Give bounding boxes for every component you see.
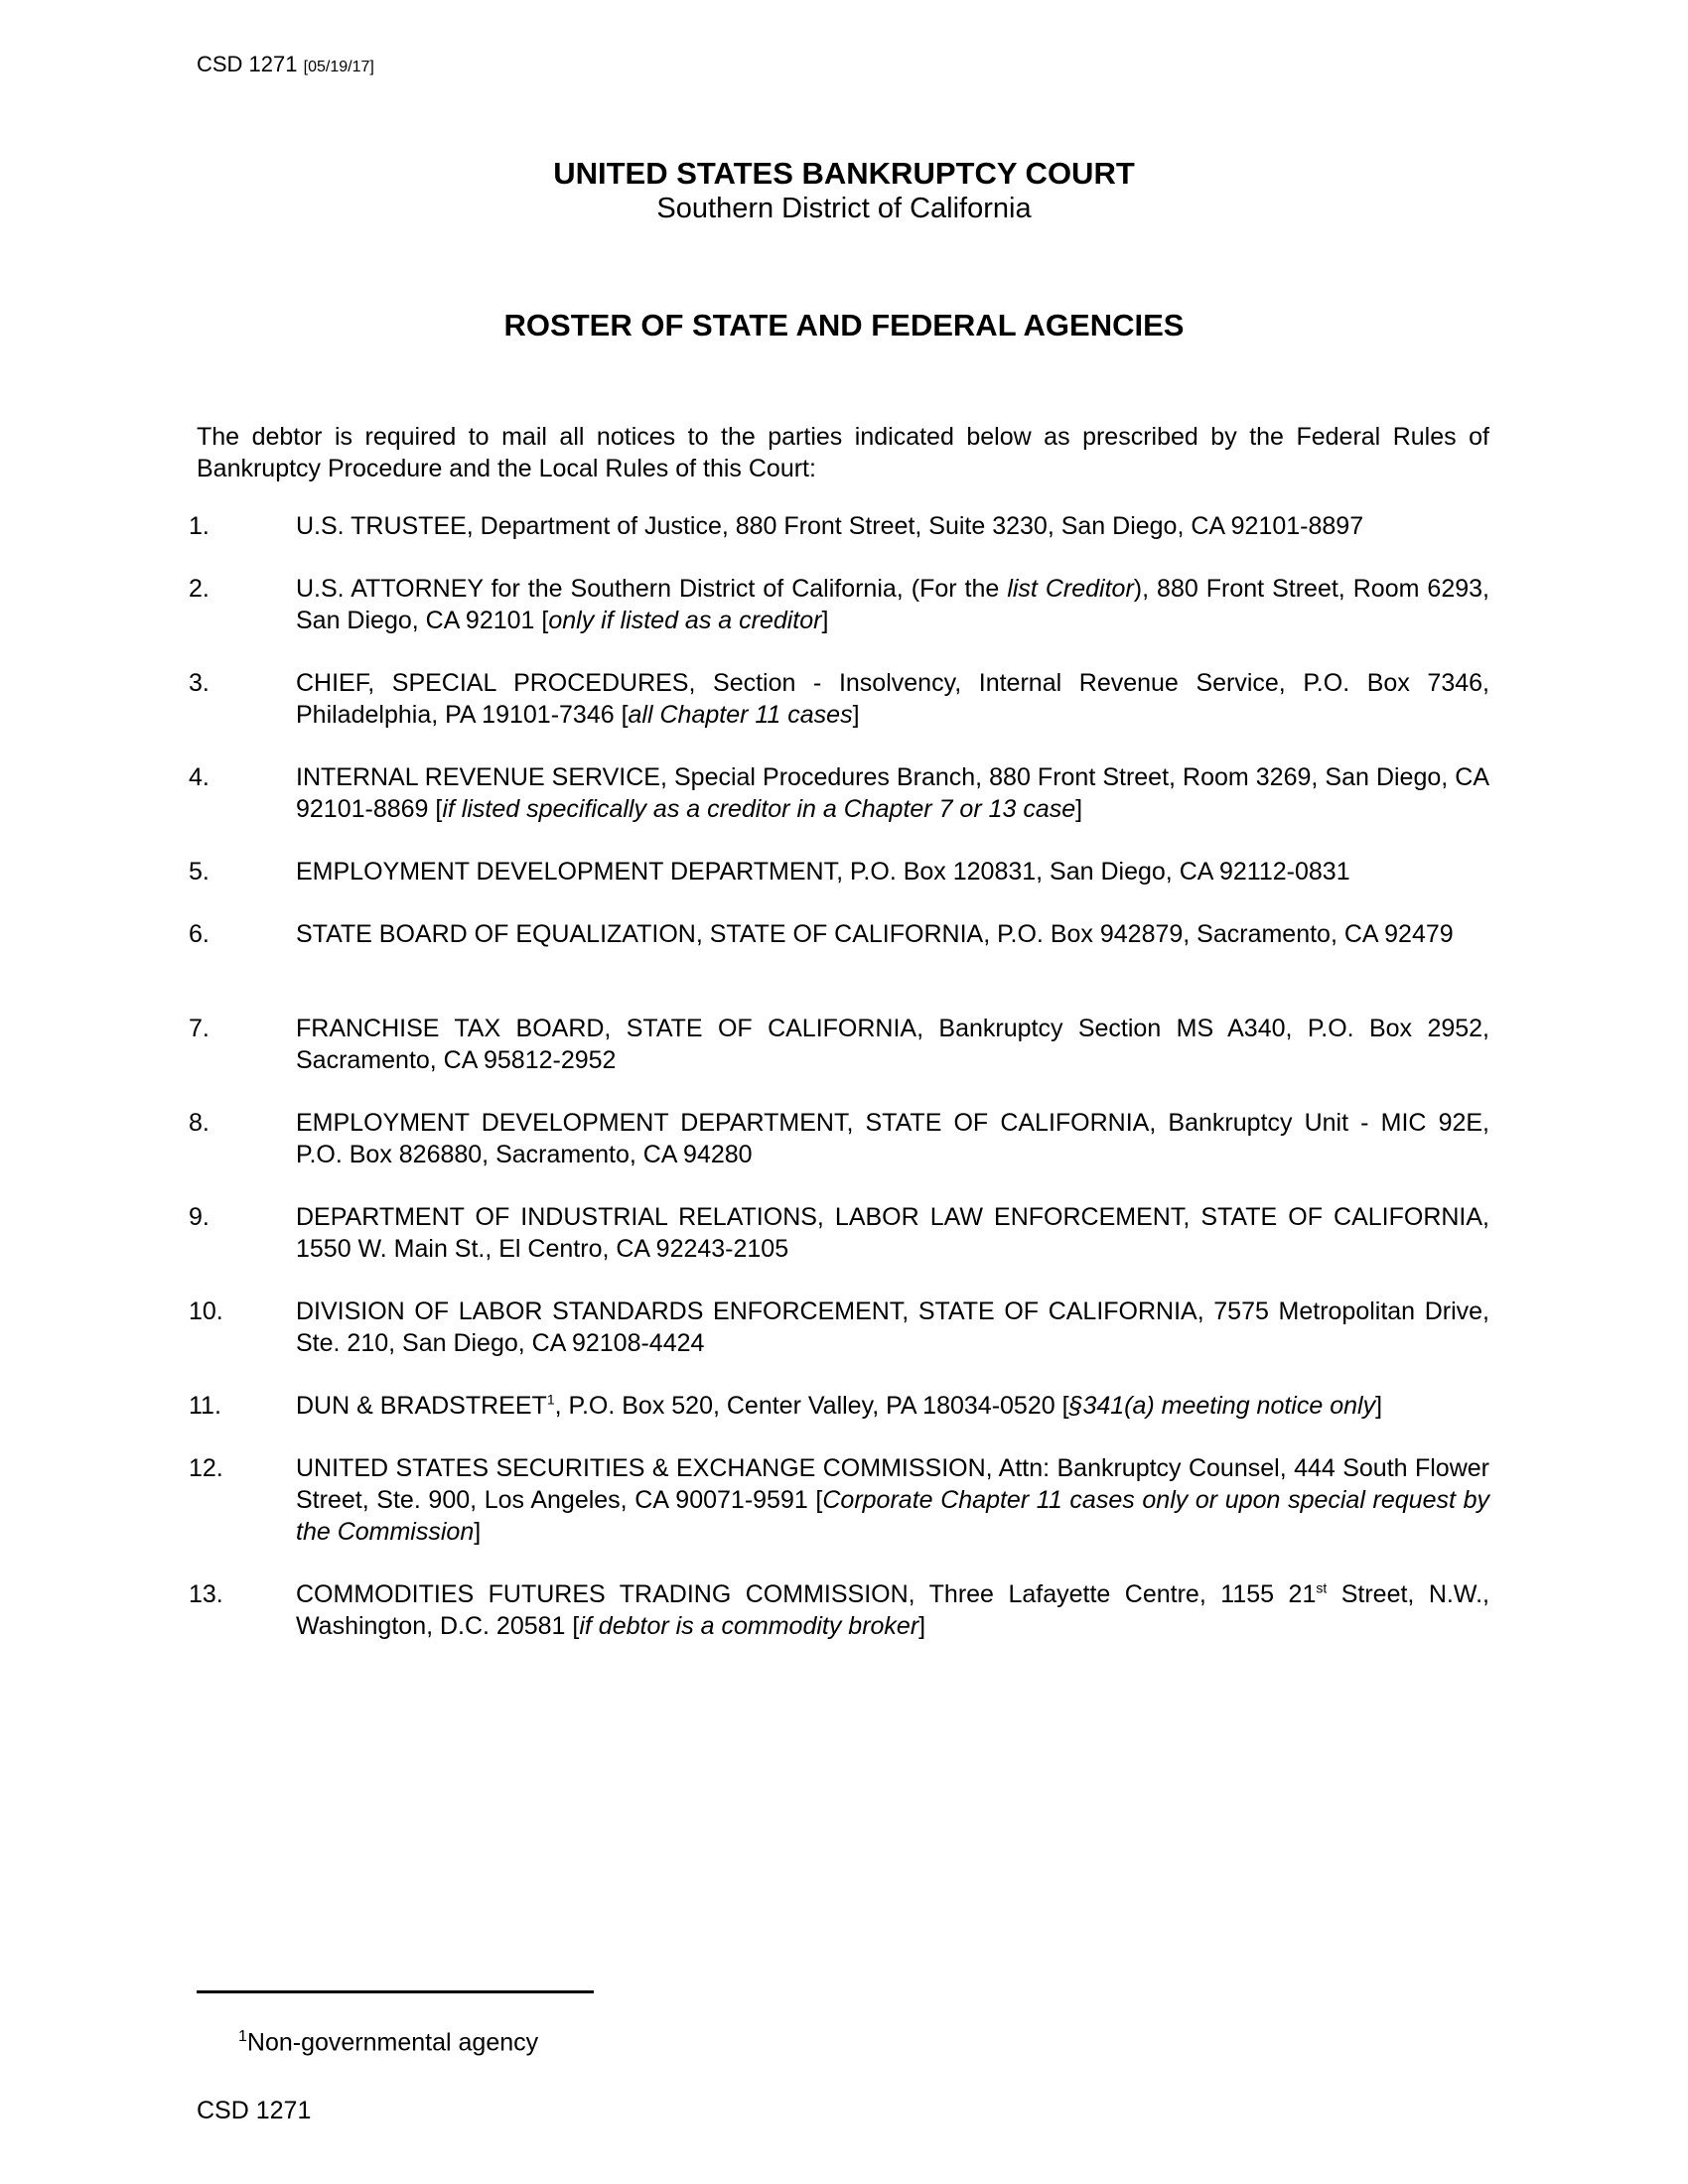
entry-text: DEPARTMENT OF INDUSTRIAL RELATIONS, LABOR LAW ENFORCEMENT, STATE OF CALIFORNIA, 1550 W. Main St., El Centro, CA 92243-2105	[296, 1203, 1489, 1263]
form-code: CSD 1271	[197, 52, 298, 76]
entry-text: CHIEF, SPECIAL PROCEDURES, Section - Insolvency, Internal Revenue Service, P.O. Box 7346, Philadelphia, PA 19101-7346 [all Chapter 11 cases]	[296, 669, 1489, 729]
footnote	[238, 2028, 538, 2057]
entry-number: 12.	[189, 1454, 223, 1482]
entry-number: 2.	[189, 575, 210, 603]
entry-note: Corporate Chapter 11 cases only or upon special request by the Commission	[296, 1486, 1489, 1546]
footnote-divider	[197, 1990, 594, 1993]
footnote-marker: 1	[238, 2028, 247, 2045]
entry-number: 3.	[189, 669, 210, 697]
entry-note: if debtor is a commodity broker	[579, 1612, 919, 1640]
ordinal-suffix: st	[1316, 1579, 1328, 1596]
entry-text: COMMODITIES FUTURES TRADING COMMISSION, Three Lafayette Centre, 1155 21st Street, N.W., Washington, D.C. 20581 [if debtor is a commodity broker]	[296, 1579, 1489, 1640]
form-code-footer: CSD 1271	[197, 2097, 312, 2124]
entry-number: 4.	[189, 763, 210, 791]
entry-number: 13.	[189, 1580, 223, 1608]
entry-number: 5.	[189, 858, 210, 886]
footnote-ref: 1	[546, 1391, 555, 1408]
entry-number: 7.	[189, 1015, 210, 1042]
entry-number: 9.	[189, 1203, 210, 1231]
entry-note: only if listed as a creditor	[548, 607, 822, 634]
entry-number: 10.	[189, 1297, 223, 1325]
entry-text: EMPLOYMENT DEVELOPMENT DEPARTMENT, STATE OF CALIFORNIA, Bankruptcy Unit - MIC 92E, P.O. Box 826880, Sacramento, CA 94280	[296, 1109, 1489, 1168]
entry-note: §341(a) meeting notice only	[1068, 1392, 1376, 1420]
entry-note: all Chapter 11 cases	[628, 701, 853, 729]
entry-text: INTERNAL REVENUE SERVICE, Special Procedures Branch, 880 Front Street, Room 3269, San Diego, CA 92101-8869 [if listed specifically as a creditor in a Chapter 7 or 13 case]	[296, 763, 1489, 823]
entry-number: 6.	[189, 920, 210, 948]
entry-text: DUN & BRADSTREET$^1$, P.O. Box 520, Center Valley, PA 18034-0520 [§341(a) meeting notice only]	[296, 1391, 1383, 1420]
entry-text: DIVISION OF LABOR STANDARDS ENFORCEMENT, STATE OF CALIFORNIA, 7575 Metropolitan Drive, Ste. 210, San Diego, CA 92108-4424	[296, 1297, 1489, 1357]
court-name: UNITED STATES BANKRUPTCY COURT	[553, 156, 1135, 191]
entry-text: EMPLOYMENT DEVELOPMENT DEPARTMENT, P.O. Box 120831, San Diego, CA 92112-0831	[296, 858, 1350, 886]
entry-number: 8.	[189, 1109, 210, 1137]
entry-note: if listed specifically as a creditor in a Chapter 7 or 13 case	[442, 795, 1076, 823]
footnote-text: Non-governmental agency	[246, 2028, 539, 2057]
entry-number: 11.	[189, 1392, 221, 1420]
entry-number: 1.	[189, 512, 210, 540]
intro-paragraph: The debtor is required to mail all notices to the parties indicated below as prescribed by the Federal Rules of Bankruptcy Procedure and the Local Rules of this Court:	[197, 423, 1489, 482]
entry-text: UNITED STATES SECURITIES & EXCHANGE COMMISSION, Attn: Bankruptcy Counsel, 444 South Flower Street, Ste. 900, Los Angeles, CA 90071-9591 [Corporate Chapter 11 cases only or upon special request by the Commission]	[296, 1454, 1489, 1546]
entry-text: U.S. TRUSTEE, Department of Justice, 880 Front Street, Suite 3230, San Diego, CA 92101-8897	[296, 512, 1364, 540]
entry-text: FRANCHISE TAX BOARD, STATE OF CALIFORNIA, Bankruptcy Section MS A340, P.O. Box 2952, Sacramento, CA 95812-2952	[296, 1015, 1489, 1074]
entry-text: U.S. ATTORNEY for the Southern District of California, (For the list Creditor), 880 Front Street, Room 6293, San Diego, CA 92101 [only if listed as a creditor]	[296, 575, 1489, 634]
document-title: ROSTER OF STATE AND FEDERAL AGENCIES	[503, 308, 1185, 342]
entry-text: STATE BOARD OF EQUALIZATION, STATE OF CALIFORNIA, P.O. Box 942879, Sacramento, CA 92479	[296, 920, 1454, 948]
district-name: Southern District of California	[656, 193, 1032, 224]
form-date: [05/19/17]	[303, 59, 374, 75]
